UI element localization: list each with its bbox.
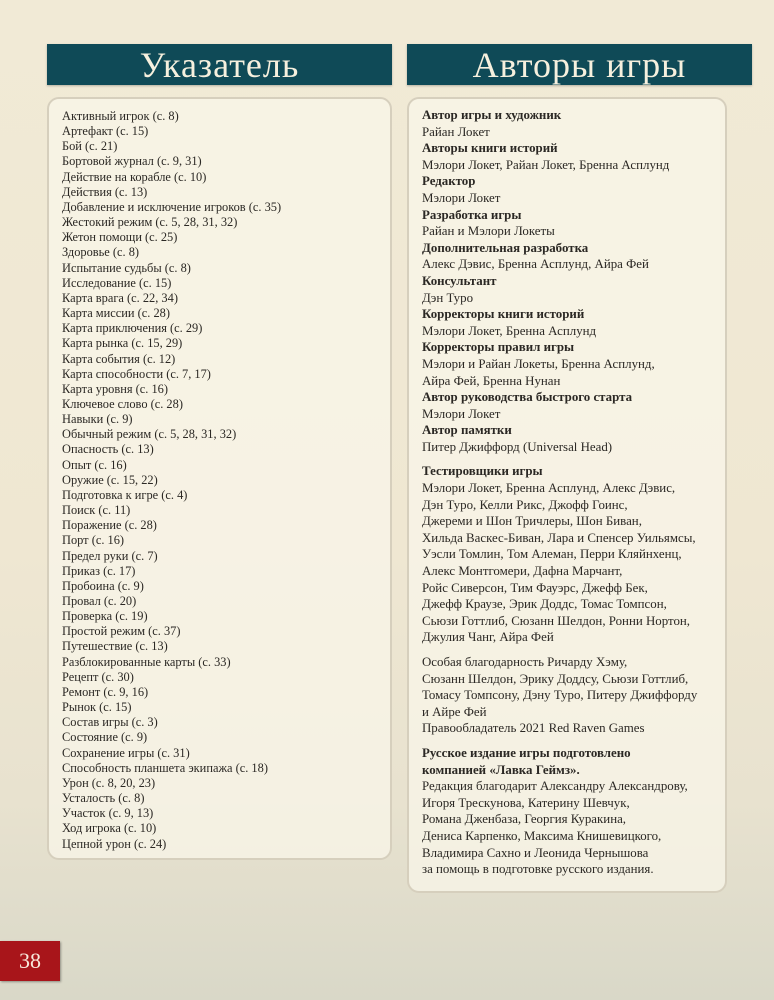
index-entry: Поиск (с. 11): [62, 503, 131, 518]
credit-role: Корректоры книги историй: [422, 307, 585, 322]
russian-edition-text: за помощь в подготовке русского издания.: [422, 862, 654, 877]
index-entry: Путешествие (с. 13): [62, 639, 168, 654]
index-entry: Здоровье (с. 8): [62, 245, 140, 260]
credit-role: Автор игры и художник: [422, 108, 562, 122]
index-entry: Активный игрок (с. 8): [62, 109, 179, 123]
testers-role: Тестировщики игры: [422, 464, 543, 479]
credit-role: Автор памятки: [422, 423, 512, 438]
index-entry: Пробоина (с. 9): [62, 578, 144, 593]
credit-role: Редактор: [422, 174, 476, 189]
tester-names: Сьюзи Готтлиб, Сюзанн Шелдон, Ронни Нортон,: [422, 613, 691, 628]
russian-edition-title: Русское издание игры подготовлено: [422, 745, 631, 760]
index-entry: Проверка (с. 19): [62, 609, 148, 624]
credit-role: Автор руководства быстрого старта: [422, 390, 633, 405]
credit-role: Консультант: [422, 273, 497, 288]
index-entry: Бой (с. 21): [62, 139, 118, 154]
index-entry: Действие на корабле (с. 10): [62, 169, 207, 184]
index-entry: Оружие (с. 15, 22): [62, 472, 158, 487]
russian-edition-text: Дениса Карпенко, Максима Книшевицкого,: [422, 828, 662, 843]
index-entry: Артефакт (с. 15): [62, 124, 149, 139]
index-entry: Предел руки (с. 7): [62, 548, 158, 563]
thanks-text: Томасу Томпсону, Дэну Туро, Питеру Джиффорду: [422, 688, 698, 703]
index-entry: Карта способности (с. 7, 17): [62, 366, 211, 381]
index-entry: Исследование (с. 15): [62, 275, 172, 290]
index-entry: Порт (с. 16): [62, 533, 125, 548]
index-entry: Урон (с. 8, 20, 23): [62, 775, 156, 790]
credit-names: Райан Локет: [422, 124, 490, 139]
index-entry: Карта врага (с. 22, 34): [62, 290, 178, 305]
index-entry: Опыт (с. 16): [62, 457, 127, 472]
index-entry: Жетон помощи (с. 25): [62, 230, 178, 245]
thanks-text: и Айре Фей: [422, 704, 487, 719]
index-entry: Провал (с. 20): [62, 594, 137, 608]
page-number-tab: 38: [0, 941, 60, 981]
testers-section: [422, 463, 725, 646]
index-entry: Состояние (с. 9): [62, 730, 148, 745]
index-entry: Карта события (с. 12): [62, 351, 176, 366]
index-entry: Добавление и исключение игроков (с. 35): [62, 199, 282, 214]
russian-edition-text: Редакция благодарит Александру Александрову,: [422, 779, 688, 794]
index-entry: Разблокированные карты (с. 33): [62, 654, 231, 669]
index-entry: Опасность (с. 13): [62, 442, 154, 457]
index-entry: Навыки (с. 9): [62, 412, 133, 427]
tester-names: Уэсли Томлин, Том Алеман, Перри Кляйнхенц,: [422, 547, 682, 562]
credit-names: Мэлори Локет, Бренна Асплунд: [422, 323, 597, 338]
credits-roles: [422, 107, 725, 455]
index-entry: Усталость (с. 8): [62, 791, 145, 806]
credit-role: Дополнительная разработка: [422, 240, 589, 255]
credit-names: Айра Фей, Бренна Нунан: [422, 373, 561, 388]
credit-names: Мэлори Локет: [422, 406, 501, 421]
tester-names: Ройс Сиверсон, Тим Фауэрс, Джефф Бек,: [422, 580, 648, 595]
tester-names: Хильда Васкес-Биван, Лара и Спенсер Уильямсы,: [422, 530, 696, 545]
index-header: Указатель: [47, 44, 392, 85]
tester-names: Алекс Монтгомери, Дафна Марчант,: [422, 564, 623, 579]
russian-edition-text: Владимира Сахно и Леонида Чернышова: [422, 845, 649, 860]
credit-names: Питер Джиффорд (Universal Head): [422, 439, 613, 454]
index-entry: Ход игрока (с. 10): [62, 821, 157, 836]
credit-names: Мэлори и Райан Локеты, Бренна Асплунд,: [422, 356, 655, 371]
index-entry: Карта приключения (с. 29): [62, 321, 203, 336]
russian-edition-section: [422, 745, 725, 878]
index-entry: Жестокий режим (с. 5, 28, 31, 32): [62, 215, 238, 230]
index-entry: Приказ (с. 17): [62, 563, 136, 578]
index-entry: Испытание судьбы (с. 8): [62, 260, 191, 275]
credit-names: Мэлори Локет, Райан Локет, Бренна Асплунд: [422, 157, 670, 172]
index-entry: Способность планшета экипажа (с. 18): [62, 760, 268, 775]
index-entry: Участок (с. 9, 13): [62, 806, 154, 821]
index-entry: Рецепт (с. 30): [62, 669, 134, 684]
russian-edition-text: Романа Дженбаза, Георгия Куракина,: [422, 812, 627, 827]
thanks-text: Особая благодарность Ричарду Хэму,: [422, 655, 628, 669]
thanks-text: Сюзанн Шелдон, Эрику Доддсу, Сьюзи Готтлиб,: [422, 671, 689, 686]
russian-edition-text: Игоря Трескунова, Катерину Шевчук,: [422, 795, 630, 810]
index-entry: Подготовка к игре (с. 4): [62, 487, 188, 502]
credits-panel: [407, 97, 727, 893]
credit-names: Мэлори Локет: [422, 190, 501, 205]
credit-names: Райан и Мэлори Локеты: [422, 224, 555, 239]
tester-names: Джереми и Шон Тричлеры, Шон Биван,: [422, 514, 642, 529]
thanks-section: [422, 654, 725, 737]
index-entry: Карта миссии (с. 28): [62, 306, 170, 321]
tester-names: Мэлори Локет, Бренна Асплунд, Алекс Дэвис,: [422, 481, 676, 496]
tester-names: Джефф Краузе, Эрик Доддс, Томас Томпсон,: [422, 597, 667, 612]
index-entry: Рынок (с. 15): [62, 700, 132, 715]
credit-role: Авторы книги историй: [422, 141, 558, 156]
index-entry: Цепной урон (с. 24): [62, 836, 167, 851]
index-entry: Ремонт (с. 9, 16): [62, 684, 149, 699]
credit-role: Корректоры правил игры: [422, 340, 575, 355]
index-entry: Действия (с. 13): [62, 184, 148, 199]
index-entry: Бортовой журнал (с. 9, 31): [62, 154, 202, 169]
credit-names: Дэн Туро: [422, 290, 474, 305]
credit-names: Алекс Дэвис, Бренна Асплунд, Айра Фей: [422, 257, 649, 272]
tester-names: Дэн Туро, Келли Рикс, Джофф Гоинс,: [422, 497, 628, 512]
copyright-text: Правообладатель 2021 Red Raven Games: [422, 721, 645, 736]
credits-header: Авторы игры: [407, 44, 752, 85]
index-entry: Карта рынка (с. 15, 29): [62, 336, 183, 351]
index-entry: Состав игры (с. 3): [62, 715, 158, 730]
index-panel: [47, 97, 392, 860]
credit-role: Разработка игры: [422, 207, 522, 222]
index-entry: Обычный режим (с. 5, 28, 31, 32): [62, 427, 237, 442]
index-entry: Простой режим (с. 37): [62, 624, 181, 639]
index-entry: Поражение (с. 28): [62, 518, 157, 533]
index-entry: Ключевое слово (с. 28): [62, 396, 183, 411]
tester-names: Джулия Чанг, Айра Фей: [422, 630, 554, 645]
index-entry: Карта уровня (с. 16): [62, 381, 168, 396]
russian-edition-title: компанией «Лавка Геймз».: [422, 762, 580, 777]
index-entry: Сохранение игры (с. 31): [62, 745, 190, 760]
